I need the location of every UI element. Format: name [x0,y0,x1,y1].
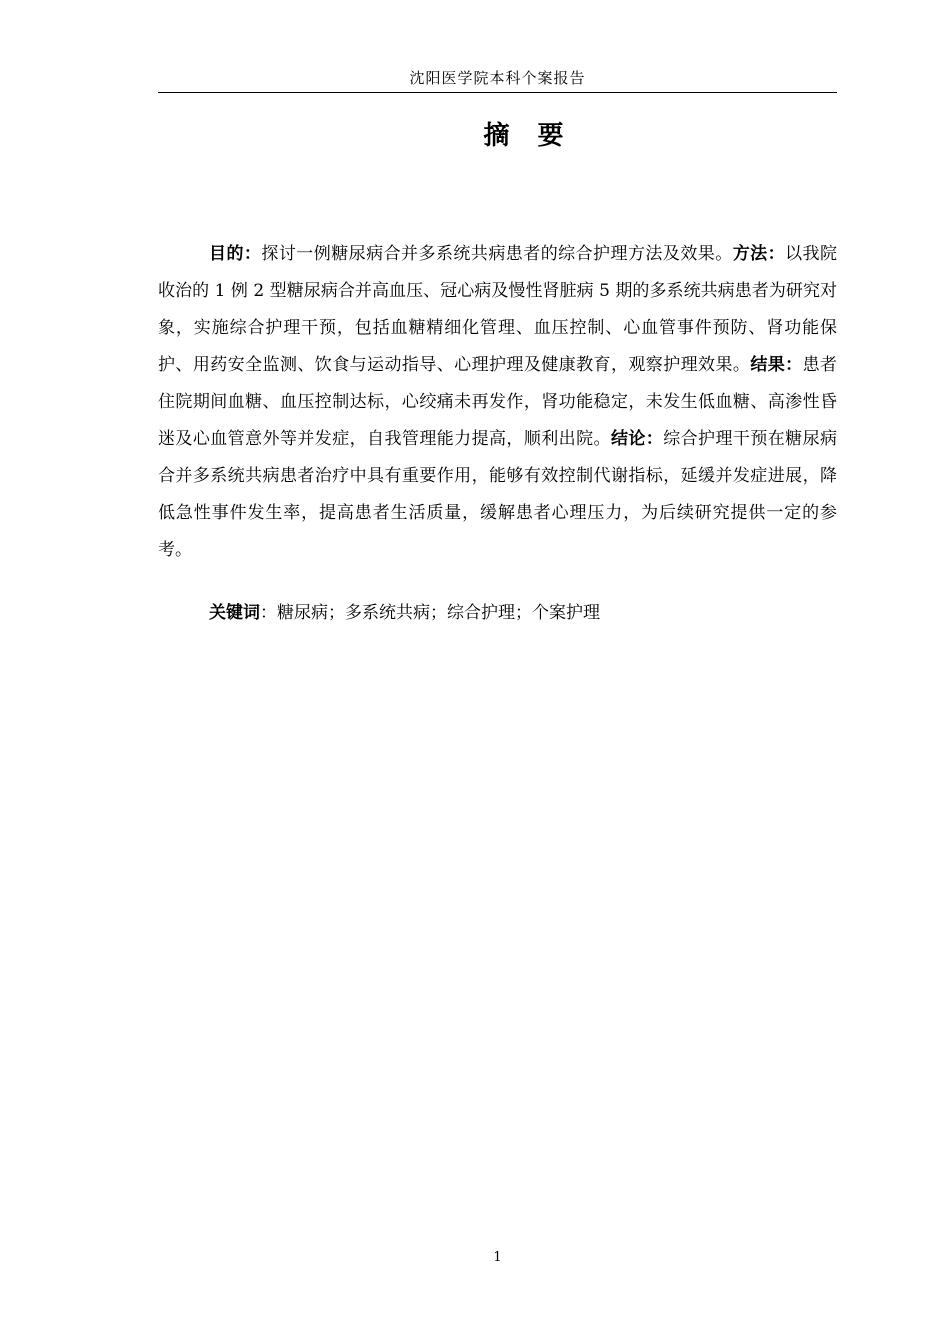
abstract-title-char-1: 摘 [483,121,512,151]
keywords-label: 关键词 [209,603,260,623]
conclusion-label: 结论： [610,429,664,449]
abstract-body [158,236,837,569]
keywords [209,598,837,628]
methods-label: 方法： [732,244,786,264]
objective-text: 探讨一例糖尿病合并多系统共病患者的综合护理方法及效果。 [261,244,733,264]
keywords-text: 糖尿病；多系统共病；综合护理；个案护理 [277,603,600,623]
conclusion-text: 综合护理干预在糖尿病合并多系统共病患者治疗中具有重要作用，能够有效控制代谢指标，延缓并发症进展，降低急性事件发生率，提高患者生活质量，缓解患者心理压力，为后续研究提供一定的参考。 [158,429,838,560]
keywords-separator: ： [260,603,277,623]
page-number: 1 [493,1250,502,1265]
results-label: 结果： [750,355,803,375]
abstract-title-char-2: 要 [537,121,566,151]
header-rule [158,92,837,93]
abstract-title [158,116,891,156]
methods-text: 以我院收治的 1 例 2 型糖尿病合并高血压、冠心病及慢性肾脏病 5 期的多系统共病患者为研究对象，实施综合护理干预，包括血糖精细化管理、血压控制、心血管事件预防、肾功能保护、用药安全监测、饮食与运动指导、心理护理及健康教育，观察护理效果。 [158,244,838,375]
objective-label: 目的： [209,244,262,264]
results-text: 患者住院期间血糖、血压控制达标，心绞痛未再发作，肾功能稳定，未发生低血糖、高渗性昏迷及心血管意外等并发症，自我管理能力提高，顺利出院。 [158,355,838,449]
running-header: 沈阳医学院本科个案报告 [409,69,586,87]
